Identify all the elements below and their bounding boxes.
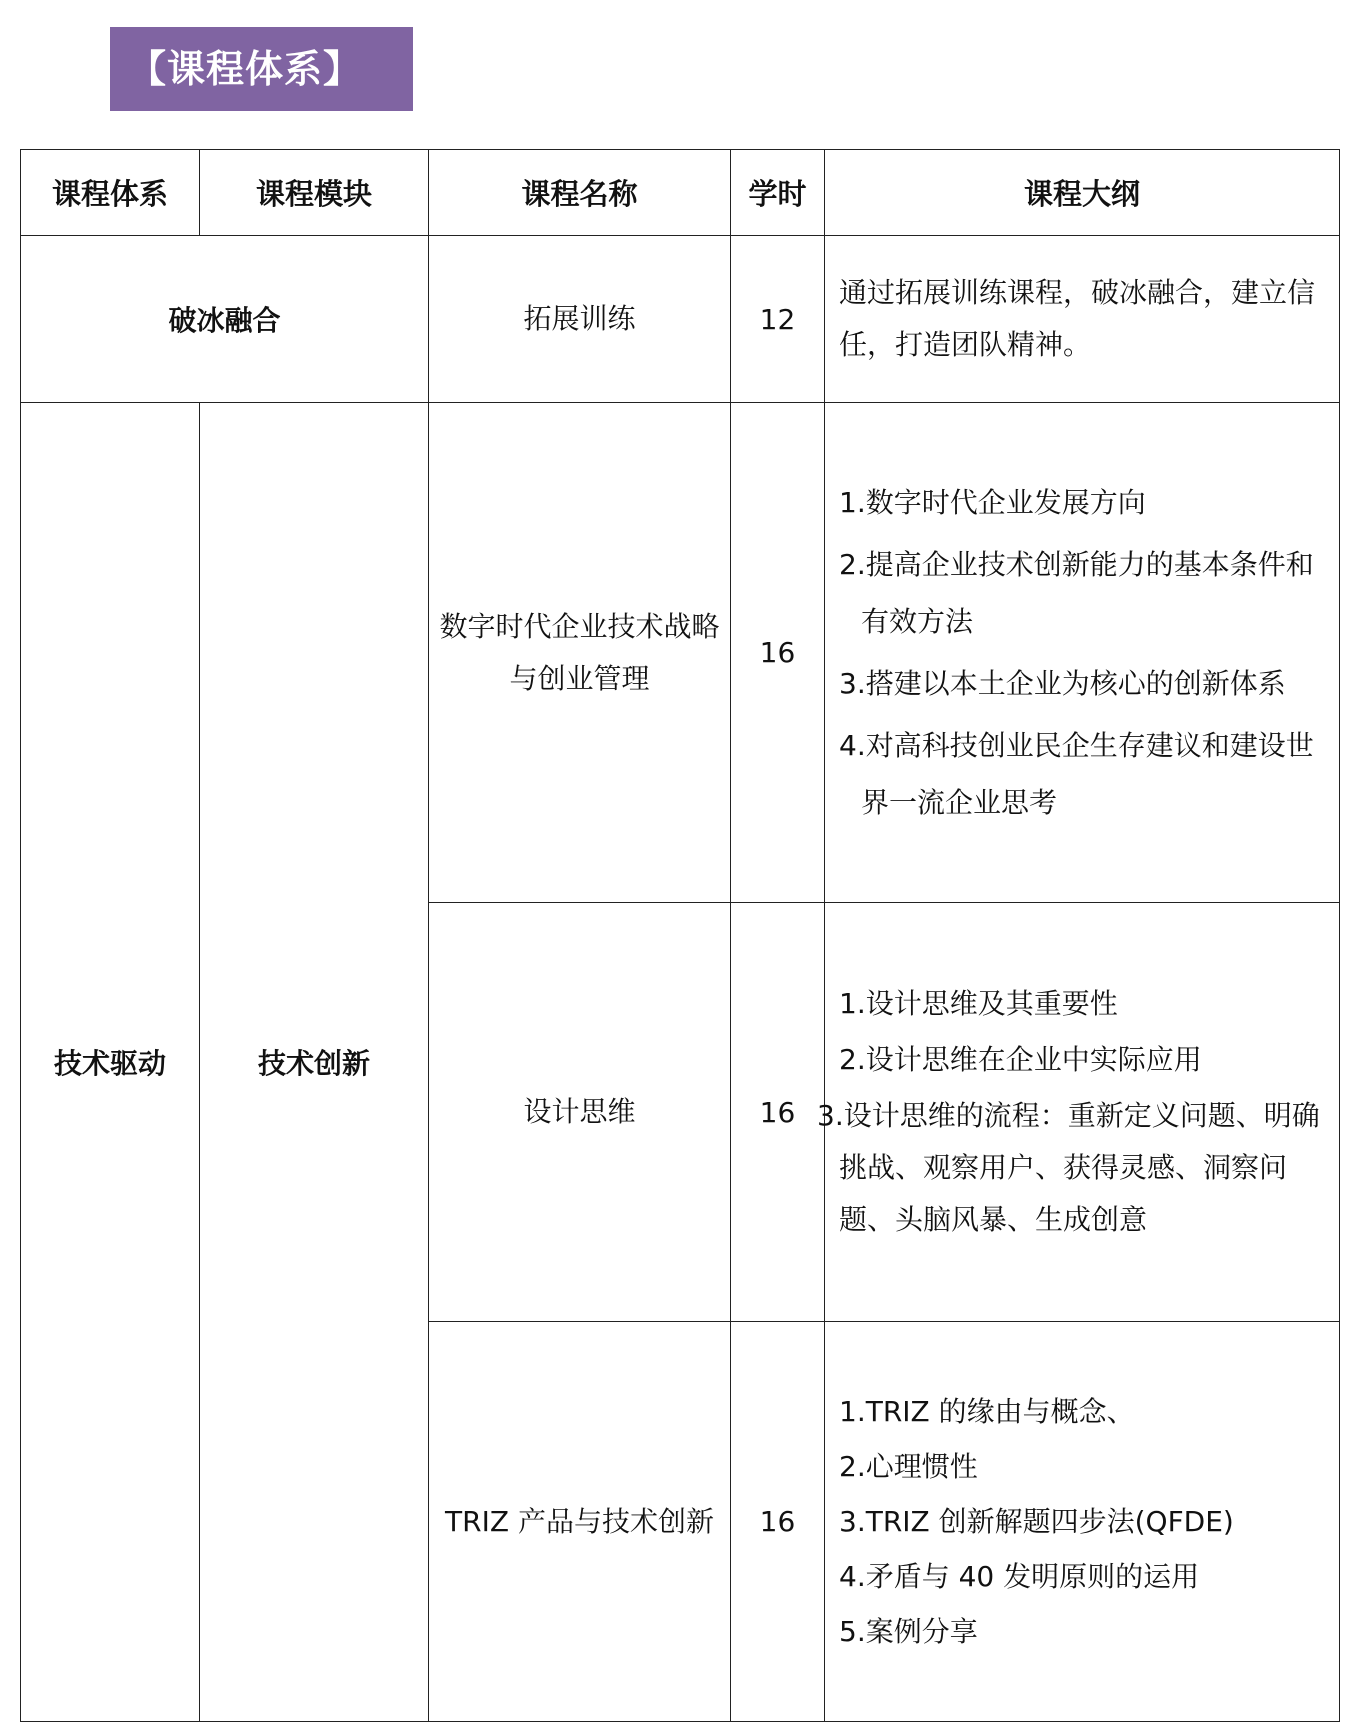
outline-list bbox=[817, 978, 1327, 1246]
outline-item: 2.心理惯性 bbox=[839, 1450, 978, 1483]
cell-outline bbox=[817, 903, 1340, 1322]
cell-outline bbox=[825, 403, 1340, 903]
outline-list bbox=[839, 1384, 1327, 1659]
outline-item: 3.设计思维的流程：重新定义问题、明确挑战、观察用户、获得灵感、洞察问题、头脑风暴、生成创意 bbox=[817, 1099, 1320, 1236]
course-table bbox=[20, 149, 1340, 1722]
outline-item: 1.数字时代企业发展方向 bbox=[839, 486, 1146, 519]
outline-list bbox=[839, 474, 1327, 831]
cell-tech-system: 技术驱动 bbox=[21, 403, 200, 1722]
header-hours: 学时 bbox=[731, 150, 825, 236]
table-row-course-1 bbox=[21, 403, 1340, 903]
outline-item: 2.设计思维在企业中实际应用 bbox=[839, 1043, 1202, 1076]
cell-icebreak-system: 破冰融合 bbox=[21, 236, 429, 403]
outline-item: 4.对高科技创业民企生存建议和建设世界一流企业思考 bbox=[839, 729, 1314, 819]
table-row-icebreak bbox=[21, 236, 1340, 403]
outline-text: 通过拓展训练课程，破冰融合，建立信任，打造团队精神。 bbox=[839, 276, 1316, 361]
outline-item: 3.搭建以本土企业为核心的创新体系 bbox=[839, 667, 1286, 700]
cell-course-name: TRIZ 产品与技术创新 bbox=[429, 1322, 731, 1722]
outline-item: 3.TRIZ 创新解题四步法(QFDE) bbox=[839, 1505, 1234, 1538]
table-header-row bbox=[21, 150, 1340, 236]
cell-course-name: 数字时代企业技术战略与创业管理 bbox=[429, 403, 731, 903]
header-course-name: 课程名称 bbox=[429, 150, 731, 236]
cell-hours: 16 bbox=[731, 903, 825, 1322]
cell-course-name: 拓展训练 bbox=[429, 236, 731, 403]
outline-item: 1.设计思维及其重要性 bbox=[839, 987, 1118, 1020]
cell-hours: 16 bbox=[731, 1322, 825, 1722]
outline-item: 4.矛盾与 40 发明原则的运用 bbox=[839, 1560, 1200, 1593]
outline-item: 1.TRIZ 的缘由与概念、 bbox=[839, 1395, 1135, 1428]
header-outline: 课程大纲 bbox=[825, 150, 1340, 236]
header-course-module: 课程模块 bbox=[200, 150, 429, 236]
cell-outline bbox=[825, 236, 1340, 403]
section-title: 【课程体系】 bbox=[110, 27, 413, 111]
outline-item: 2.提高企业技术创新能力的基本条件和有效方法 bbox=[839, 548, 1314, 638]
outline-item: 5.案例分享 bbox=[839, 1615, 978, 1648]
cell-course-name: 设计思维 bbox=[429, 903, 731, 1322]
header-course-system: 课程体系 bbox=[21, 150, 200, 236]
cell-hours: 16 bbox=[731, 403, 825, 903]
cell-outline bbox=[825, 1322, 1340, 1722]
cell-hours: 12 bbox=[731, 236, 825, 403]
cell-tech-module: 技术创新 bbox=[200, 403, 429, 1722]
